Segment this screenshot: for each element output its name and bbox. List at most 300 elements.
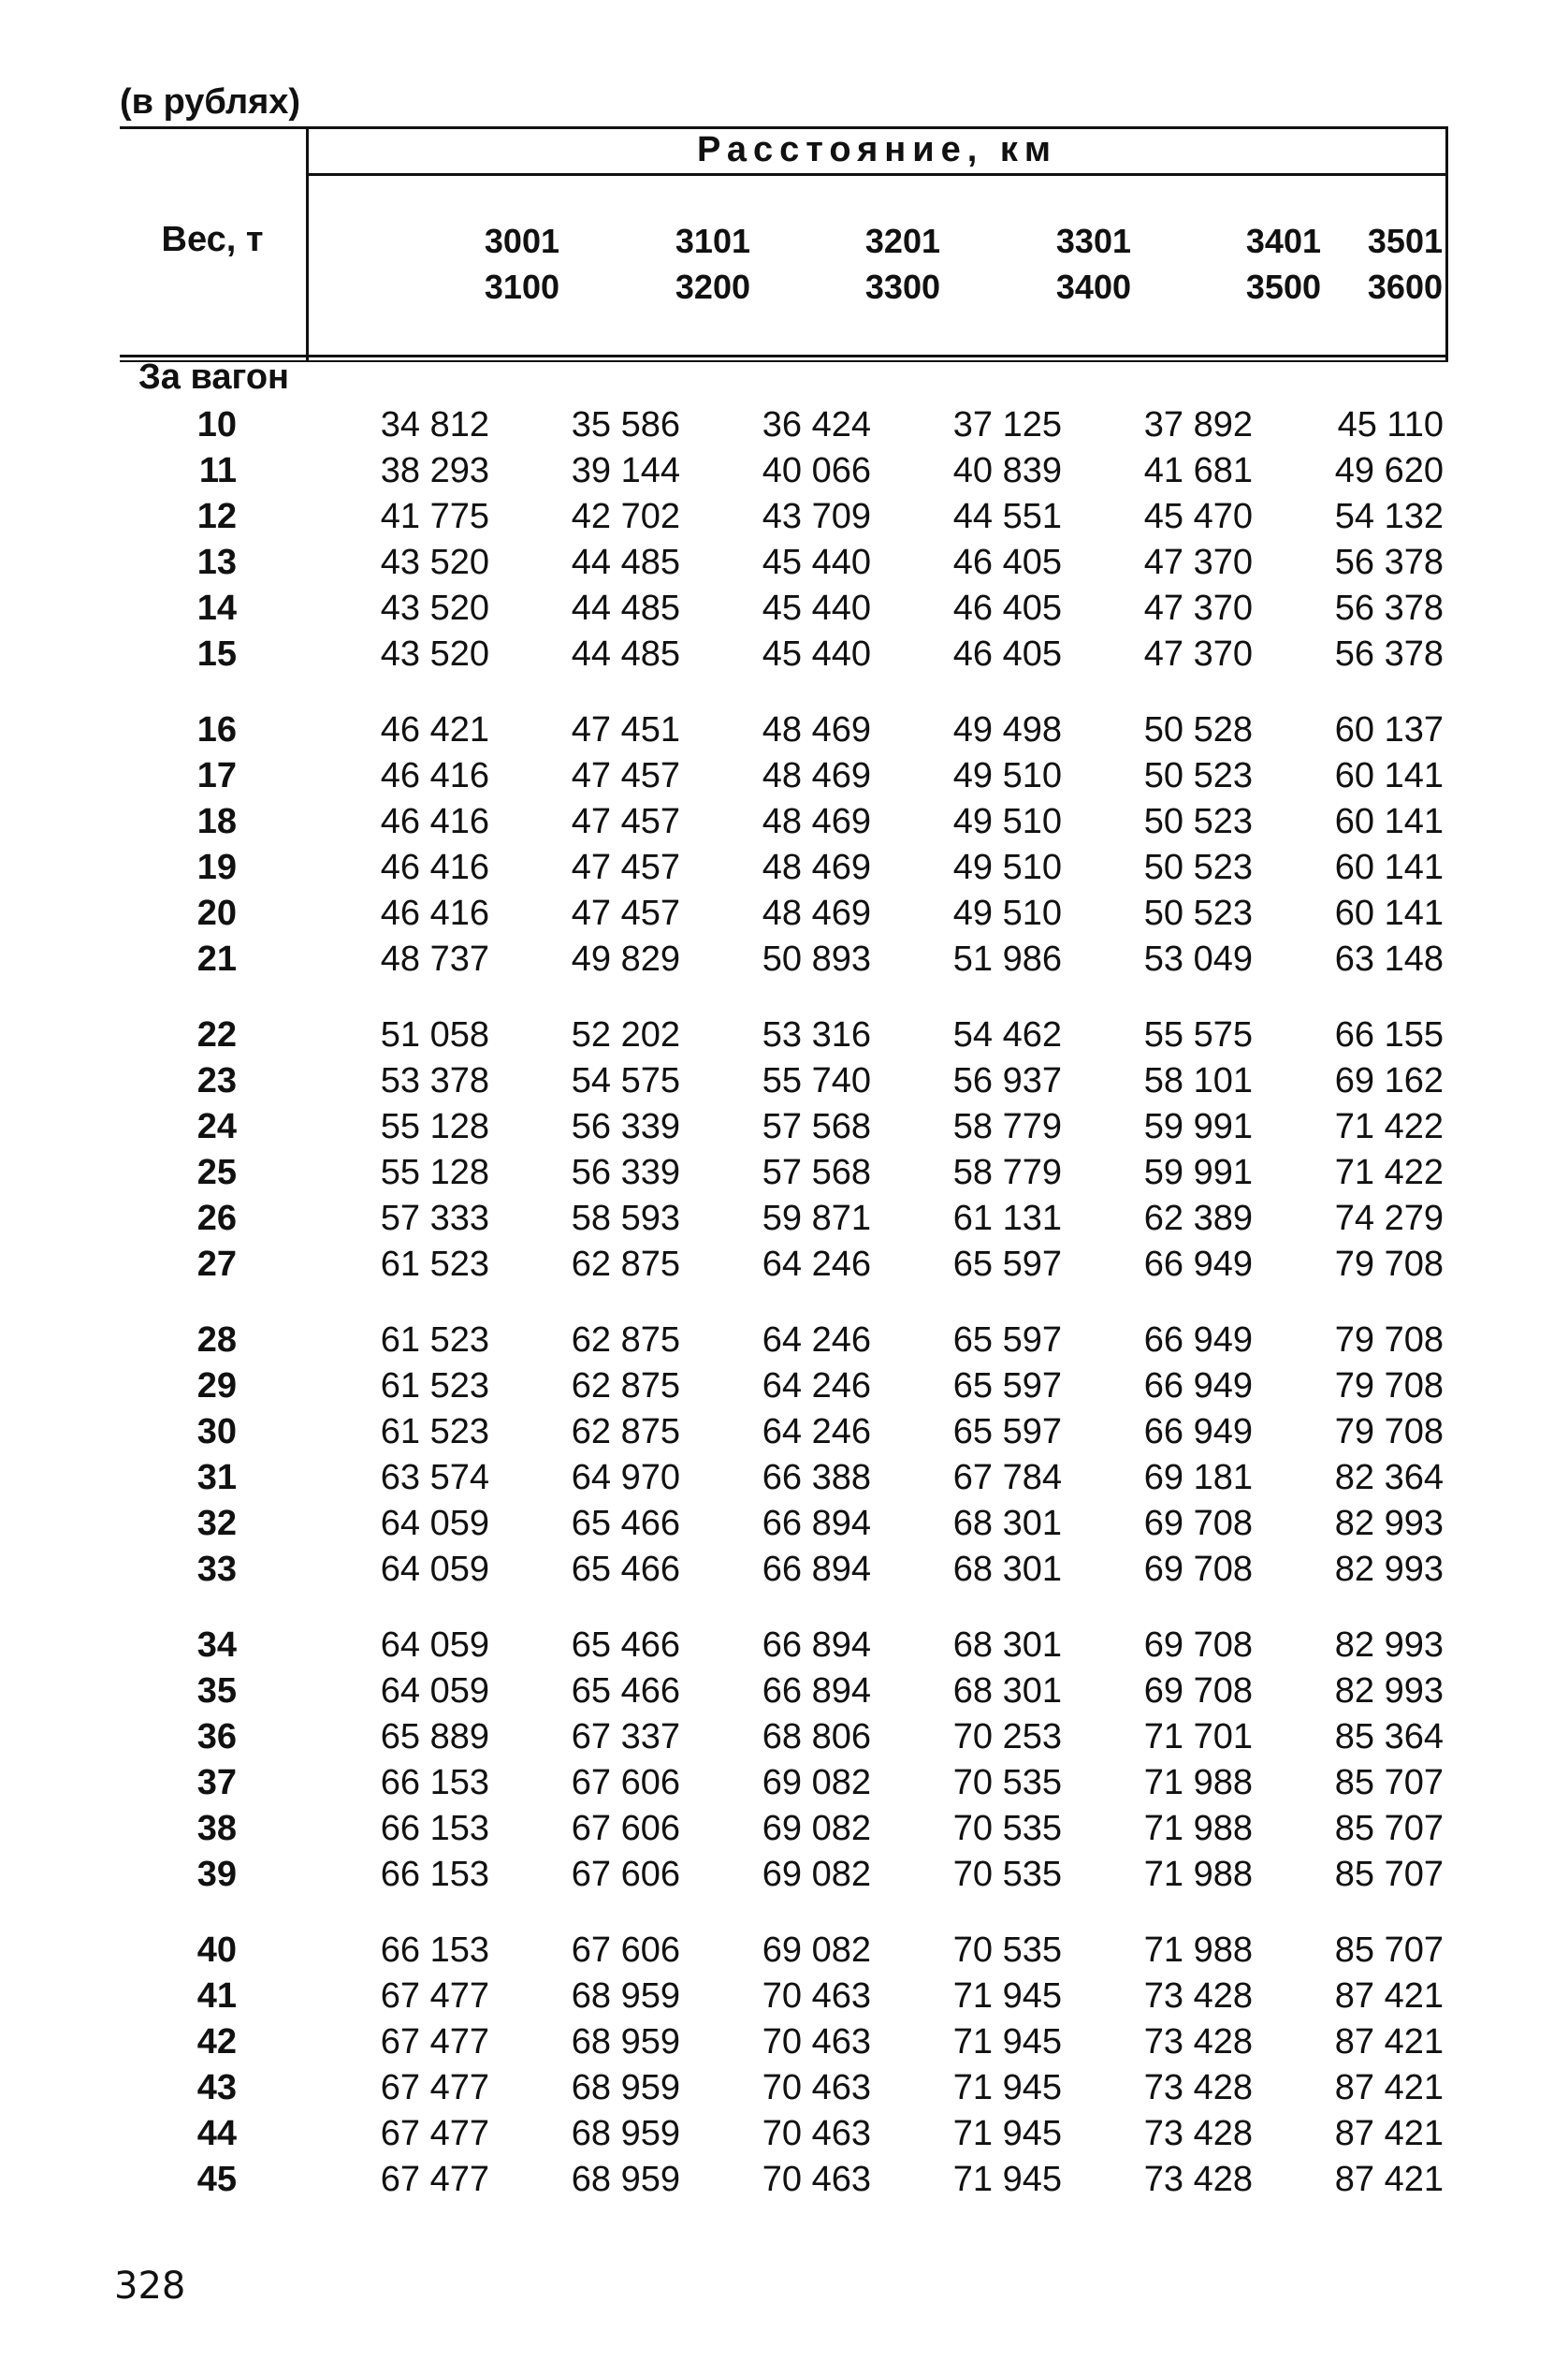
price-cell: 47 451 — [571, 710, 680, 750]
weight-cell: 44 — [196, 2114, 237, 2153]
price-cell: 70 535 — [952, 1931, 1062, 1970]
price-cell: 47 370 — [1143, 543, 1253, 582]
price-cell: 61 523 — [380, 1320, 489, 1360]
unit-note: (в рублях) — [120, 82, 301, 122]
price-cell: 71 945 — [952, 2068, 1062, 2107]
price-cell: 50 523 — [1143, 894, 1253, 933]
price-cell: 40 066 — [762, 451, 871, 490]
price-cell: 64 059 — [380, 1671, 489, 1711]
price-cell: 69 082 — [762, 1855, 871, 1894]
price-cell: 55 740 — [762, 1061, 871, 1100]
price-cell: 60 141 — [1334, 756, 1444, 795]
price-cell: 67 337 — [571, 1717, 680, 1756]
price-cell: 85 364 — [1334, 1717, 1444, 1756]
price-cell: 61 131 — [952, 1199, 1062, 1238]
price-cell: 64 059 — [380, 1625, 489, 1665]
price-cell: 60 141 — [1334, 848, 1444, 887]
range-header-4 — [1019, 218, 1131, 310]
weight-cell: 33 — [196, 1550, 237, 1589]
price-cell: 64 246 — [762, 1366, 871, 1406]
range-header-1 — [447, 218, 559, 310]
price-cell: 46 405 — [952, 634, 1062, 674]
price-cell: 65 466 — [571, 1504, 680, 1543]
price-cell: 46 421 — [380, 710, 489, 750]
price-cell: 69 708 — [1143, 1504, 1253, 1543]
header-bottom-rule — [120, 355, 1448, 357]
price-cell: 45 440 — [762, 543, 871, 582]
price-cell: 65 597 — [952, 1320, 1062, 1360]
price-cell: 65 889 — [380, 1717, 489, 1756]
price-cell: 66 153 — [380, 1809, 489, 1848]
table-row — [120, 1150, 1444, 1196]
price-cell: 79 708 — [1334, 1245, 1444, 1284]
price-cell: 82 993 — [1334, 1625, 1444, 1665]
weight-cell: 15 — [196, 634, 237, 674]
price-cell: 67 606 — [571, 1855, 680, 1894]
weight-cell: 29 — [196, 1366, 237, 1406]
price-cell: 59 991 — [1143, 1153, 1253, 1192]
price-cell: 67 477 — [380, 2114, 489, 2153]
price-cell: 44 485 — [571, 543, 680, 582]
price-cell: 65 597 — [952, 1412, 1062, 1451]
price-cell: 36 424 — [762, 405, 871, 444]
price-cell: 58 779 — [952, 1153, 1062, 1192]
price-cell: 49 510 — [952, 894, 1062, 933]
price-cell: 68 301 — [952, 1504, 1062, 1543]
price-cell: 57 568 — [762, 1153, 871, 1192]
weight-cell: 30 — [196, 1412, 237, 1451]
range-from: 3501 — [1367, 222, 1443, 260]
price-cell: 45 440 — [762, 589, 871, 628]
price-cell: 63 148 — [1334, 940, 1444, 979]
price-cell: 51 058 — [380, 1015, 489, 1055]
price-cell: 66 894 — [762, 1550, 871, 1589]
weight-cell: 39 — [196, 1855, 237, 1894]
weight-cell: 40 — [196, 1931, 237, 1970]
price-cell: 48 469 — [762, 710, 871, 750]
price-cell: 64 059 — [380, 1504, 489, 1543]
price-cell: 54 132 — [1334, 497, 1444, 536]
price-cell: 68 959 — [571, 2022, 680, 2062]
range-to: 3300 — [864, 268, 940, 306]
price-cell: 58 593 — [571, 1199, 680, 1238]
weight-cell: 36 — [196, 1717, 237, 1756]
price-cell: 43 709 — [762, 497, 871, 536]
price-cell: 68 959 — [571, 1976, 680, 2016]
price-cell: 59 991 — [1143, 1107, 1253, 1146]
price-cell: 79 708 — [1334, 1320, 1444, 1360]
price-cell: 49 498 — [952, 710, 1062, 750]
price-cell: 73 428 — [1143, 1976, 1253, 2016]
price-cell: 34 812 — [380, 405, 489, 444]
weight-cell: 31 — [196, 1458, 237, 1497]
price-cell: 47 457 — [571, 802, 680, 841]
price-cell: 56 378 — [1334, 543, 1444, 582]
price-cell: 41 681 — [1143, 451, 1253, 490]
table-row — [120, 494, 1444, 540]
price-cell: 54 462 — [952, 1015, 1062, 1055]
weight-cell: 11 — [198, 451, 237, 490]
table-row — [120, 632, 1444, 678]
price-cell: 47 457 — [571, 894, 680, 933]
header-right-rule — [1445, 126, 1448, 362]
price-cell: 73 428 — [1143, 2114, 1253, 2153]
table-row — [120, 1196, 1444, 1242]
price-cell: 66 949 — [1143, 1320, 1253, 1360]
price-cell: 68 959 — [571, 2068, 680, 2107]
price-cell: 61 523 — [380, 1245, 489, 1284]
header-top-rule — [120, 126, 1448, 129]
price-cell: 70 253 — [952, 1717, 1062, 1756]
price-cell: 47 457 — [571, 848, 680, 887]
price-cell: 65 597 — [952, 1245, 1062, 1284]
price-cell: 44 485 — [571, 589, 680, 628]
price-cell: 67 477 — [380, 2068, 489, 2107]
price-cell: 70 535 — [952, 1763, 1062, 1802]
price-cell: 73 428 — [1143, 2068, 1253, 2107]
price-cell: 73 428 — [1143, 2160, 1253, 2199]
price-cell: 66 949 — [1143, 1245, 1253, 1284]
price-cell: 66 949 — [1143, 1366, 1253, 1406]
table-row — [120, 1974, 1444, 2019]
table-row — [120, 937, 1444, 983]
table-row — [120, 2019, 1444, 2065]
price-cell: 50 523 — [1143, 802, 1253, 841]
price-cell: 85 707 — [1334, 1855, 1444, 1894]
price-cell: 56 937 — [952, 1061, 1062, 1100]
price-cell: 45 440 — [762, 634, 871, 674]
weight-cell: 23 — [196, 1061, 237, 1100]
price-cell: 68 301 — [952, 1671, 1062, 1711]
range-to: 3600 — [1367, 268, 1443, 306]
price-cell: 87 421 — [1334, 2022, 1444, 2062]
price-cell: 47 457 — [571, 756, 680, 795]
price-cell: 79 708 — [1334, 1412, 1444, 1451]
header-mid-rule — [306, 173, 1448, 176]
tariff-table — [120, 402, 1444, 2203]
range-header-3 — [828, 218, 940, 310]
price-cell: 60 137 — [1334, 710, 1444, 750]
price-cell: 85 707 — [1334, 1931, 1444, 1970]
price-cell: 62 875 — [571, 1412, 680, 1451]
weight-cell: 18 — [196, 802, 237, 841]
table-row — [120, 753, 1444, 799]
price-cell: 67 477 — [380, 2160, 489, 2199]
table-row — [120, 586, 1444, 632]
price-cell: 46 405 — [952, 589, 1062, 628]
price-cell: 69 181 — [1143, 1458, 1253, 1497]
price-cell: 42 702 — [571, 497, 680, 536]
price-cell: 46 416 — [380, 848, 489, 887]
price-cell: 71 945 — [952, 1976, 1062, 2016]
price-cell: 35 586 — [571, 405, 680, 444]
price-cell: 54 575 — [571, 1061, 680, 1100]
price-cell: 66 949 — [1143, 1412, 1253, 1451]
price-cell: 64 059 — [380, 1550, 489, 1589]
weight-cell: 41 — [196, 1976, 237, 2016]
weight-cell: 45 — [196, 2160, 237, 2199]
price-cell: 56 378 — [1334, 589, 1444, 628]
price-cell: 41 775 — [380, 497, 489, 536]
price-cell: 62 875 — [571, 1366, 680, 1406]
price-cell: 58 779 — [952, 1107, 1062, 1146]
price-cell: 69 082 — [762, 1809, 871, 1848]
price-cell: 48 469 — [762, 802, 871, 841]
price-cell: 62 389 — [1143, 1199, 1253, 1238]
range-header-5 — [1209, 218, 1321, 310]
range-to: 3500 — [1245, 268, 1321, 306]
weight-cell: 10 — [196, 405, 237, 444]
price-cell: 43 520 — [380, 589, 489, 628]
price-cell: 82 993 — [1334, 1550, 1444, 1589]
range-from: 3201 — [864, 222, 940, 260]
table-row — [120, 1242, 1444, 1288]
price-cell: 87 421 — [1334, 2160, 1444, 2199]
table-row — [120, 1714, 1444, 1760]
price-cell: 85 707 — [1334, 1763, 1444, 1802]
tariff-table-body — [120, 402, 1444, 2203]
distance-title: Расстояние, км — [697, 130, 1057, 169]
price-cell: 64 246 — [762, 1412, 871, 1451]
weight-cell: 14 — [196, 589, 237, 628]
price-cell: 38 293 — [380, 451, 489, 490]
price-cell: 67 606 — [571, 1931, 680, 1970]
per-wagon-subheader: За вагон — [138, 357, 289, 397]
table-row — [120, 1104, 1444, 1150]
price-cell: 44 485 — [571, 634, 680, 674]
price-cell: 49 510 — [952, 848, 1062, 887]
price-cell: 69 082 — [762, 1763, 871, 1802]
price-cell: 67 606 — [571, 1809, 680, 1848]
price-cell: 37 125 — [952, 405, 1062, 444]
table-row — [120, 983, 1444, 1058]
price-cell: 71 945 — [952, 2160, 1062, 2199]
price-cell: 64 246 — [762, 1320, 871, 1360]
price-cell: 69 162 — [1334, 1061, 1444, 1100]
price-cell: 68 806 — [762, 1717, 871, 1756]
price-cell: 64 246 — [762, 1245, 871, 1284]
price-cell: 61 523 — [380, 1366, 489, 1406]
table-row — [120, 799, 1444, 845]
price-cell: 61 523 — [380, 1412, 489, 1451]
price-cell: 66 153 — [380, 1763, 489, 1802]
price-cell: 50 528 — [1143, 710, 1253, 750]
weight-cell: 43 — [196, 2068, 237, 2107]
price-cell: 68 301 — [952, 1625, 1062, 1665]
price-cell: 56 378 — [1334, 634, 1444, 674]
table-row — [120, 2111, 1444, 2157]
weight-cell: 32 — [196, 1504, 237, 1543]
price-cell: 66 153 — [380, 1931, 489, 1970]
price-cell: 50 523 — [1143, 848, 1253, 887]
price-cell: 71 422 — [1334, 1153, 1444, 1192]
price-cell: 55 128 — [380, 1107, 489, 1146]
price-cell: 62 875 — [571, 1245, 680, 1284]
range-header-6 — [1330, 218, 1443, 310]
price-cell: 53 049 — [1143, 940, 1253, 979]
range-from: 3001 — [484, 222, 559, 260]
weight-column-label: Вес, т — [161, 220, 264, 259]
price-cell: 87 421 — [1334, 2068, 1444, 2107]
price-cell: 37 892 — [1143, 405, 1253, 444]
weight-cell: 28 — [196, 1320, 237, 1360]
price-cell: 62 875 — [571, 1320, 680, 1360]
table-row — [120, 1760, 1444, 1806]
range-from: 3401 — [1245, 222, 1321, 260]
weight-cell: 25 — [196, 1153, 237, 1192]
range-from: 3101 — [675, 222, 750, 260]
price-cell: 71 988 — [1143, 1809, 1253, 1848]
price-cell: 69 708 — [1143, 1625, 1253, 1665]
weight-cell: 26 — [196, 1199, 237, 1238]
price-cell: 69 708 — [1143, 1550, 1253, 1589]
table-row — [120, 1593, 1444, 1668]
price-cell: 40 839 — [952, 451, 1062, 490]
weight-cell: 34 — [196, 1625, 237, 1665]
price-cell: 70 463 — [762, 2068, 871, 2107]
weight-cell: 38 — [196, 1809, 237, 1848]
price-cell: 49 510 — [952, 802, 1062, 841]
price-cell: 70 463 — [762, 2160, 871, 2199]
table-row — [120, 1668, 1444, 1714]
price-cell: 49 620 — [1334, 451, 1444, 490]
price-cell: 79 708 — [1334, 1366, 1444, 1406]
range-to: 3100 — [484, 268, 559, 306]
range-from: 3301 — [1055, 222, 1131, 260]
weight-cell: 19 — [196, 848, 237, 887]
price-cell: 56 339 — [571, 1107, 680, 1146]
price-cell: 45 110 — [1337, 405, 1444, 444]
price-cell: 66 153 — [380, 1855, 489, 1894]
table-row — [120, 2065, 1444, 2111]
price-cell: 73 428 — [1143, 2022, 1253, 2062]
price-cell: 67 477 — [380, 2022, 489, 2062]
price-cell: 63 574 — [380, 1458, 489, 1497]
price-cell: 71 988 — [1143, 1931, 1253, 1970]
table-row — [120, 540, 1444, 586]
price-cell: 68 959 — [571, 2160, 680, 2199]
price-cell: 46 416 — [380, 894, 489, 933]
table-row — [120, 678, 1444, 753]
table-row — [120, 1058, 1444, 1104]
weight-cell: 27 — [196, 1245, 237, 1284]
table-row — [120, 1898, 1444, 1974]
price-cell: 71 945 — [952, 2022, 1062, 2062]
table-row — [120, 402, 1444, 448]
price-cell: 70 463 — [762, 2022, 871, 2062]
weight-cell: 24 — [196, 1107, 237, 1146]
header-bottom-rule-2 — [120, 360, 1448, 362]
price-cell: 67 606 — [571, 1763, 680, 1802]
table-row — [120, 845, 1444, 891]
price-cell: 71 422 — [1334, 1107, 1444, 1146]
price-cell: 66 388 — [762, 1458, 871, 1497]
weight-cell: 12 — [196, 497, 237, 536]
price-cell: 70 463 — [762, 2114, 871, 2153]
weight-cell: 37 — [196, 1763, 237, 1802]
price-cell: 71 945 — [952, 2114, 1062, 2153]
price-cell: 68 301 — [952, 1550, 1062, 1589]
price-cell: 50 893 — [762, 940, 871, 979]
price-cell: 67 784 — [952, 1458, 1062, 1497]
price-cell: 66 894 — [762, 1625, 871, 1665]
range-header-2 — [638, 218, 750, 310]
price-cell: 55 128 — [380, 1153, 489, 1192]
price-cell: 74 279 — [1334, 1199, 1444, 1238]
weight-cell: 17 — [196, 756, 237, 795]
price-cell: 48 737 — [380, 940, 489, 979]
table-row — [120, 1806, 1444, 1852]
range-to: 3200 — [675, 268, 750, 306]
price-cell: 82 364 — [1334, 1458, 1444, 1497]
weight-cell: 21 — [196, 940, 237, 979]
price-cell: 65 597 — [952, 1366, 1062, 1406]
weight-cell: 13 — [196, 543, 237, 582]
price-cell: 56 339 — [571, 1153, 680, 1192]
price-cell: 48 469 — [762, 756, 871, 795]
table-row — [120, 1501, 1444, 1547]
price-cell: 70 535 — [952, 1809, 1062, 1848]
weight-cell: 20 — [196, 894, 237, 933]
price-cell: 46 416 — [380, 802, 489, 841]
price-cell: 46 416 — [380, 756, 489, 795]
price-cell: 53 316 — [762, 1015, 871, 1055]
price-cell: 46 405 — [952, 543, 1062, 582]
price-cell: 45 470 — [1143, 497, 1253, 536]
table-row — [120, 1547, 1444, 1593]
price-cell: 60 141 — [1334, 894, 1444, 933]
price-cell: 66 894 — [762, 1504, 871, 1543]
price-cell: 49 829 — [571, 940, 680, 979]
price-cell: 55 575 — [1143, 1015, 1253, 1055]
price-cell: 70 463 — [762, 1976, 871, 2016]
weight-cell: 42 — [196, 2022, 237, 2062]
weight-cell: 22 — [196, 1015, 237, 1055]
price-cell: 69 082 — [762, 1931, 871, 1970]
table-row — [120, 891, 1444, 937]
price-cell: 53 378 — [380, 1061, 489, 1100]
price-cell: 65 466 — [571, 1550, 680, 1589]
price-cell: 67 477 — [380, 1976, 489, 2016]
price-cell: 43 520 — [380, 634, 489, 674]
price-cell: 70 535 — [952, 1855, 1062, 1894]
price-cell: 59 871 — [762, 1199, 871, 1238]
price-cell: 71 701 — [1143, 1717, 1253, 1756]
price-cell: 87 421 — [1334, 1976, 1444, 2016]
price-cell: 82 993 — [1334, 1504, 1444, 1543]
price-cell: 57 568 — [762, 1107, 871, 1146]
weight-cell: 16 — [196, 710, 237, 750]
table-row — [120, 448, 1444, 494]
table-row — [120, 2157, 1444, 2203]
price-cell: 49 510 — [952, 756, 1062, 795]
price-cell: 43 520 — [380, 543, 489, 582]
range-to: 3400 — [1055, 268, 1131, 306]
price-cell: 71 988 — [1143, 1855, 1253, 1894]
page-number: 328 — [114, 2265, 186, 2308]
table-row — [120, 1852, 1444, 1898]
price-cell: 66 155 — [1334, 1015, 1444, 1055]
table-row — [120, 1409, 1444, 1455]
table-row — [120, 1288, 1444, 1363]
price-cell: 82 993 — [1334, 1671, 1444, 1711]
price-cell: 64 970 — [571, 1458, 680, 1497]
price-cell: 39 144 — [571, 451, 680, 490]
price-cell: 47 370 — [1143, 634, 1253, 674]
price-cell: 65 466 — [571, 1625, 680, 1665]
price-cell: 51 986 — [952, 940, 1062, 979]
price-cell: 66 894 — [762, 1671, 871, 1711]
